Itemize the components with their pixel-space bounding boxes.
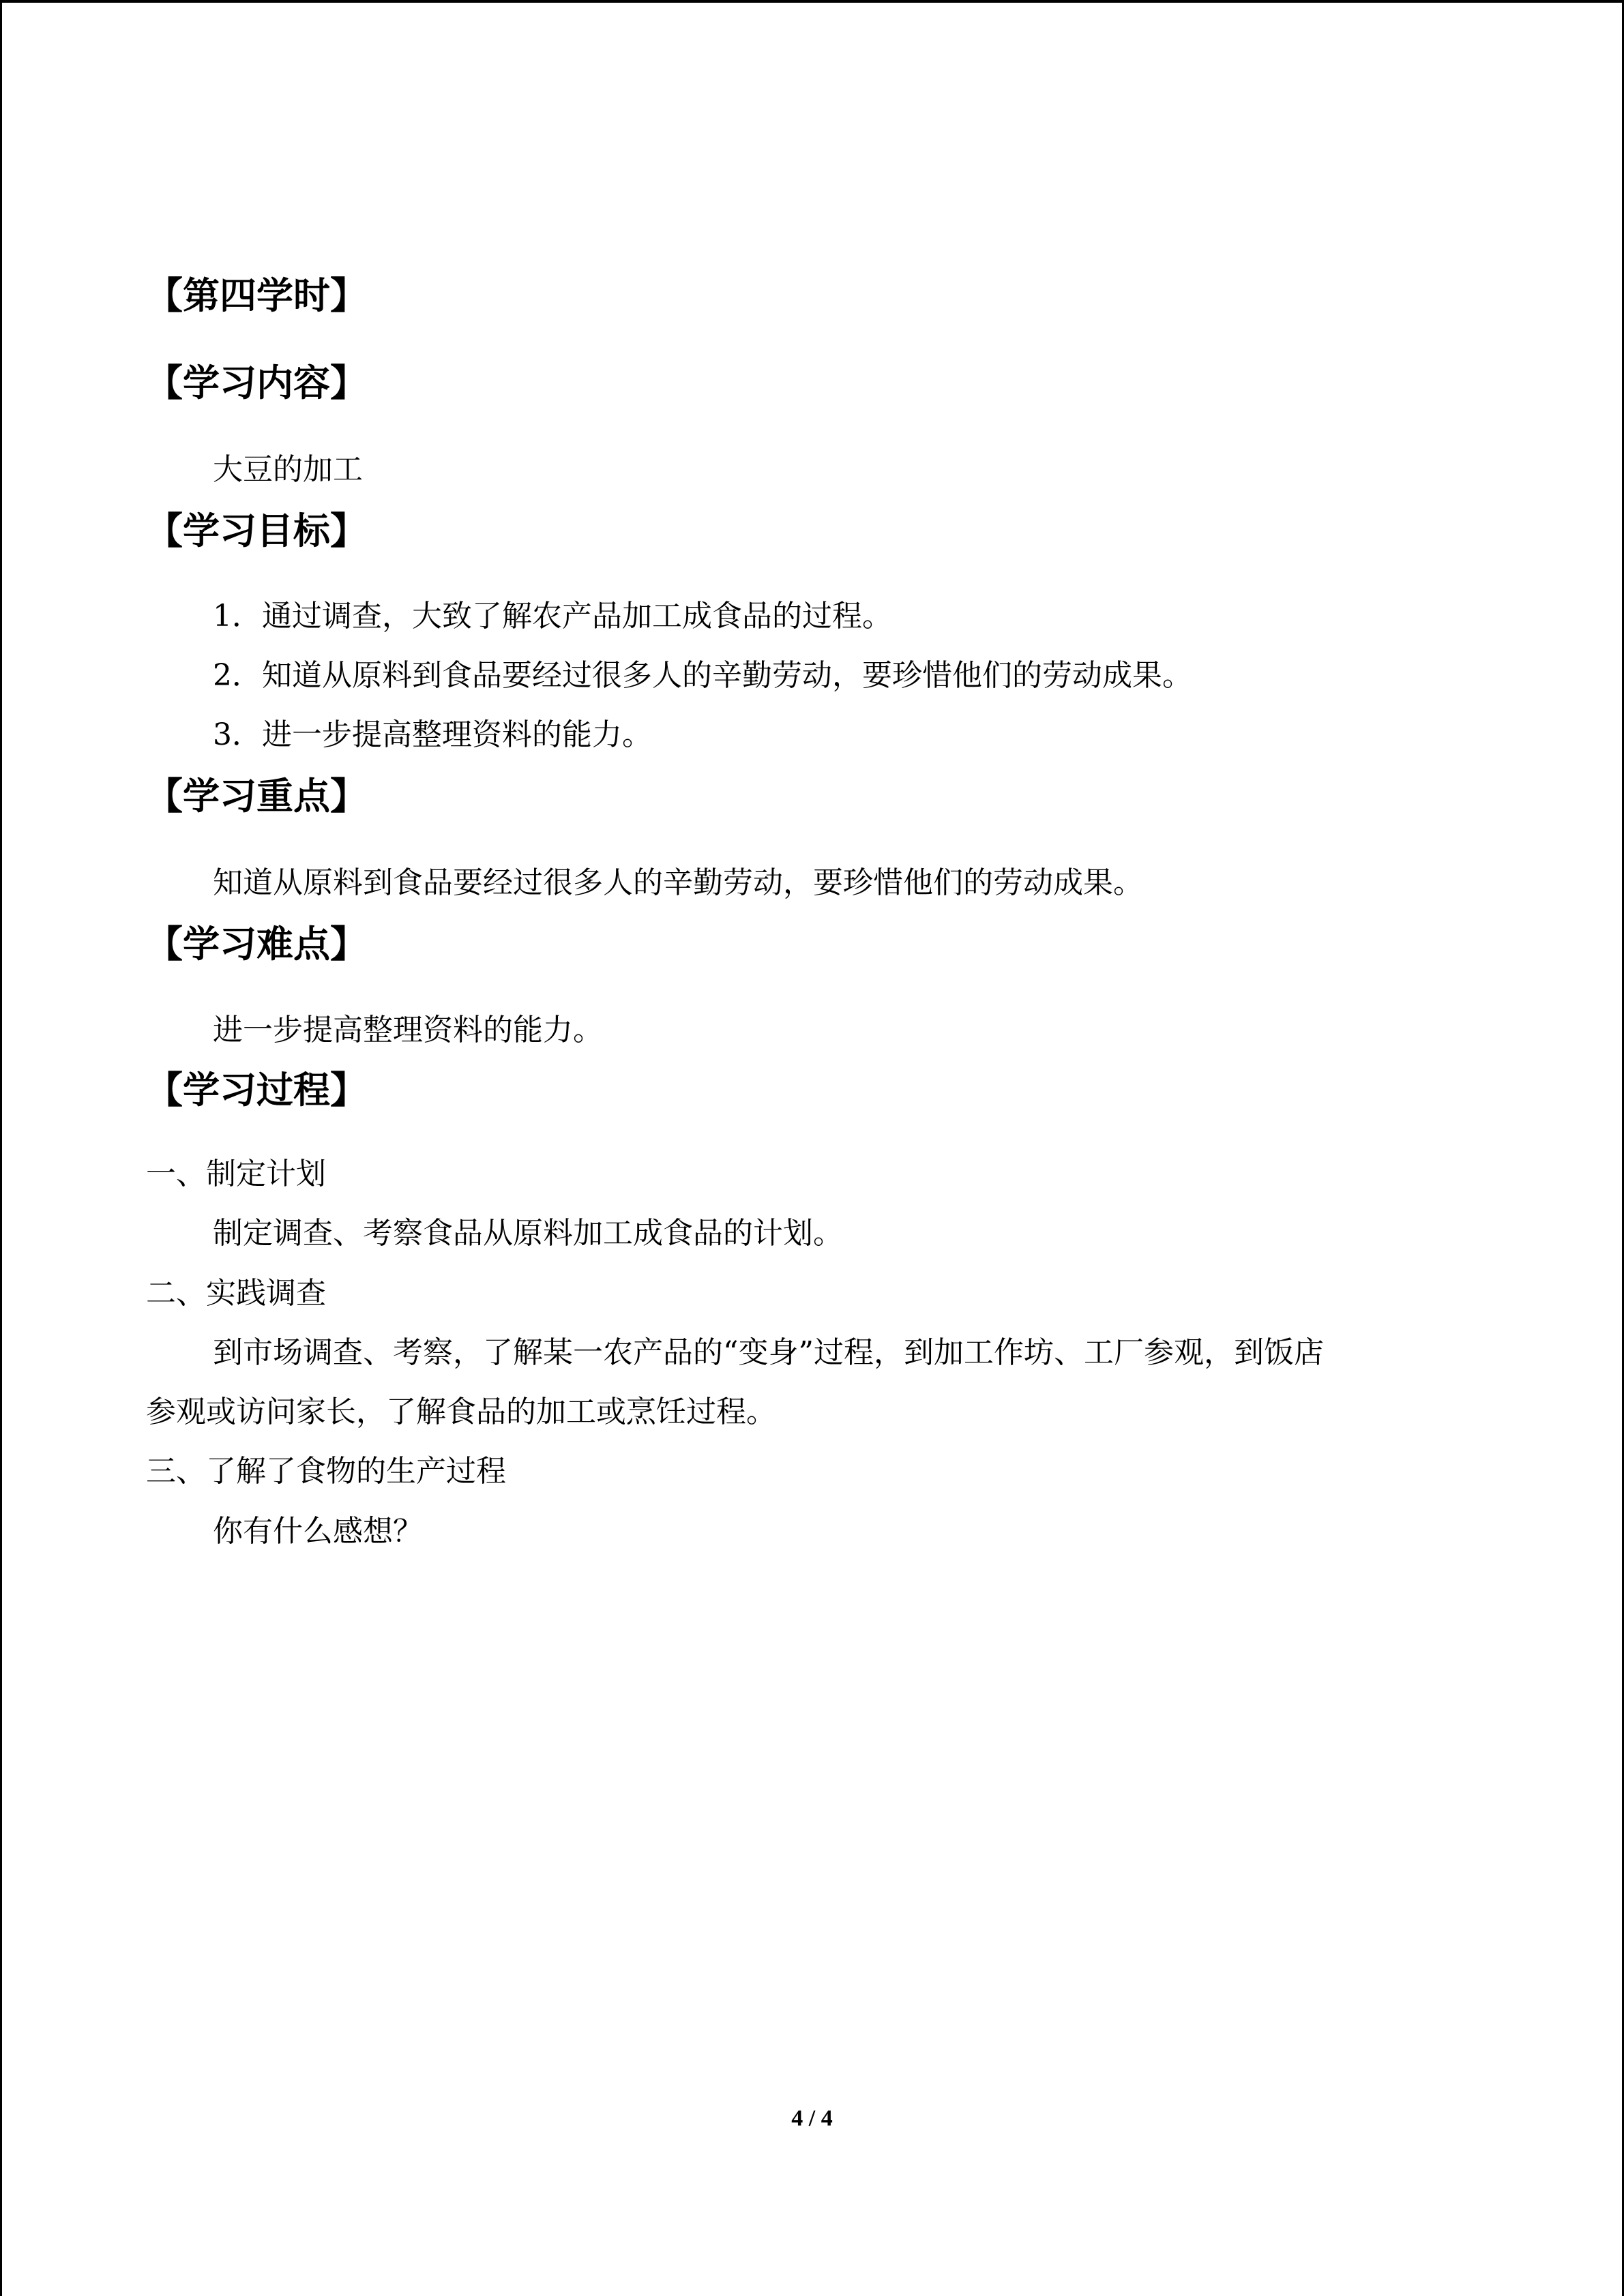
difficulty-heading: 【学习难点】 xyxy=(146,923,367,966)
lesson-heading: 【第四学时】 xyxy=(146,274,367,317)
key-heading: 【学习重点】 xyxy=(146,775,367,818)
goal-item-2: 2．知道从原料到食品要经过很多人的辛勤劳动，要珍惜他们的劳动成果。 xyxy=(213,658,1192,693)
process-step1-title: 一、制定计划 xyxy=(146,1157,326,1191)
process-step1-text: 制定调查、考察食品从原料加工成食品的计划。 xyxy=(213,1216,843,1251)
content-heading: 【学习内容】 xyxy=(146,361,367,404)
difficulty-text: 进一步提高整理资料的能力。 xyxy=(213,1013,603,1047)
process-step3-title: 三、了解了食物的生产过程 xyxy=(146,1454,506,1489)
process-step2-text-line2: 参观或访问家长，了解食品的加工或烹饪过程。 xyxy=(146,1395,776,1429)
content-text: 大豆的加工 xyxy=(213,452,363,487)
key-text: 知道从原料到食品要经过很多人的辛勤劳动，要珍惜他们的劳动成果。 xyxy=(213,865,1143,900)
process-step3-text: 你有什么感想？ xyxy=(213,1514,423,1549)
process-heading: 【学习过程】 xyxy=(146,1069,367,1112)
goal-item-3: 3．进一步提高整理资料的能力。 xyxy=(213,717,652,752)
page-number: 4 / 4 xyxy=(791,2106,833,2131)
process-step2-text-line1: 到市场调查、考察，了解某一农产品的“变身”过程，到加工作坊、工厂参观，到饭店 xyxy=(213,1335,1324,1370)
process-step2-title: 二、实践调查 xyxy=(146,1276,326,1311)
goal-item-1: 1．通过调查，大致了解农产品加工成食品的过程。 xyxy=(213,599,892,633)
goals-heading: 【学习目标】 xyxy=(146,509,367,552)
